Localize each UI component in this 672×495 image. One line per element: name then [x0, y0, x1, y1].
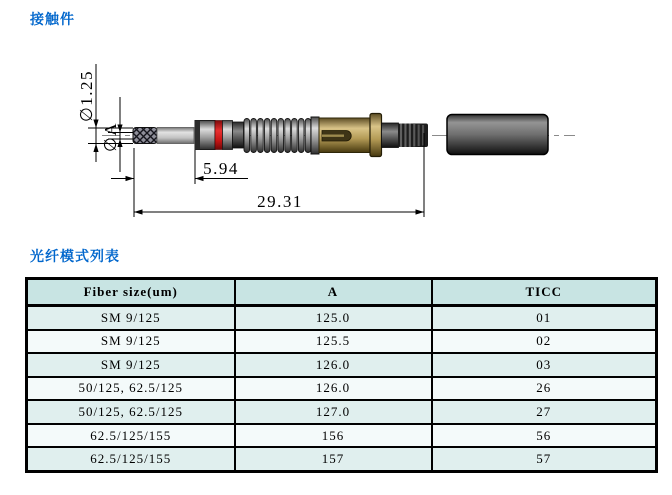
- cell-fiber-size: 62.5/125/155: [27, 447, 235, 471]
- cell-a: 126.0: [235, 377, 432, 401]
- strain-relief-boot: [447, 115, 548, 155]
- cell-a: 157: [235, 447, 432, 471]
- table-title: 光纤模式列表: [30, 248, 120, 264]
- cell-fiber-size: 62.5/125/155: [27, 424, 235, 448]
- cell-a: 156: [235, 424, 432, 448]
- table-row: [27, 447, 657, 471]
- cell-ticc: 57: [432, 447, 657, 471]
- body-edge: [195, 121, 200, 150]
- body-ring2: [233, 122, 244, 148]
- ferrule-tip-hatch: [133, 128, 157, 144]
- table-row: [27, 377, 657, 401]
- flange: [370, 114, 382, 157]
- page-title: 接触件: [30, 11, 75, 27]
- fiber-mode-table: [25, 277, 658, 473]
- cell-ticc: 01: [432, 306, 657, 330]
- crimp-taper: [382, 123, 399, 148]
- cell-ticc: 03: [432, 353, 657, 377]
- cell-a: 126.0: [235, 353, 432, 377]
- ferrule: [157, 128, 194, 144]
- cell-fiber-size: SM 9/125: [27, 306, 235, 330]
- cell-ticc: 27: [432, 400, 657, 424]
- table-header-row: [27, 279, 657, 306]
- table-row: [27, 424, 657, 448]
- cell-fiber-size: SM 9/125: [27, 330, 235, 354]
- cell-fiber-size: 50/125, 62.5/125: [27, 377, 235, 401]
- table-row: [27, 306, 657, 330]
- spring-stop-ring: [311, 117, 319, 154]
- header-fiber-size: Fiber size(um): [27, 279, 235, 306]
- cell-ticc: 26: [432, 377, 657, 401]
- dim-2931-label: 29.31: [257, 192, 303, 211]
- cell-ticc: 02: [432, 330, 657, 354]
- cell-a: 125.5: [235, 330, 432, 354]
- cell-fiber-size: 50/125, 62.5/125: [27, 400, 235, 424]
- red-band: [215, 121, 223, 150]
- cell-fiber-size: SM 9/125: [27, 353, 235, 377]
- cell-a: 125.0: [235, 306, 432, 330]
- cell-a: 127.0: [235, 400, 432, 424]
- header-a: A: [235, 279, 432, 306]
- table-row: [27, 330, 657, 354]
- cell-ticc: 56: [432, 424, 657, 448]
- table-row: [27, 400, 657, 424]
- dim-594-label: 5.94: [203, 159, 239, 178]
- header-ticc: TICC: [432, 279, 657, 306]
- body-ring: [223, 121, 233, 150]
- dim-phiA-label: ∅A: [101, 121, 120, 152]
- dim-phi125-label: ∅1.25: [77, 69, 96, 122]
- table-row: [27, 353, 657, 377]
